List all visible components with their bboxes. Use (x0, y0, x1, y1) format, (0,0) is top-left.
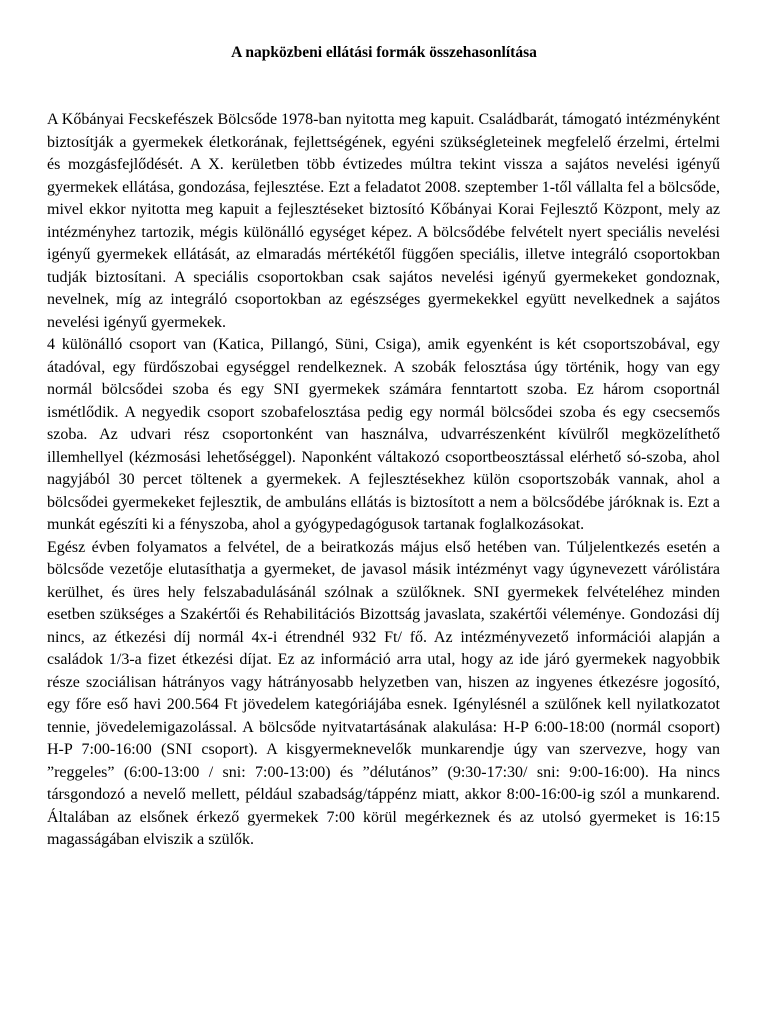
document-title: A napközbeni ellátási formák összehasonlítása (231, 44, 537, 61)
paragraph-intro: A Kőbányai Fecskefészek Bölcsőde 1978-ban nyitotta meg kapuit. Családbarát, támogató intézményként biztosítják a gyermekek életkorának, fejlettségének, egyéni szükségleteinek megfelelő érzelmi, értelmi és mozgásfejlődését. A X. kerületben több évtizedes múltra tekint vissza a sajátos nevelési igényű gyermekek ellátása, gondozása, fejlesztése. Ezt a feladatot 2008. szeptember 1-től vállalta fel a bölcsőde, mivel ekkor nyitotta meg kapuit a fejlesztéseket biztosító Kőbányai Korai Fejlesztő Központ, mely az intézményhez tartozik, mégis különálló egységet képez. A bölcsődébe felvételt nyert speciális nevelési igényű gyermekek ellátását, az elmaradás mértékétől függően speciális, illetve integráló csoportokban tudják biztosítani. A speciális csoportokban csak sajátos nevelési igényű gyermekeket gondoznak, nevelnek, míg az integráló csoportokban az egészséges gyermekekkel együtt nevelkednek a sajátos nevelési igényű gyermekek. (47, 111, 720, 331)
paragraph-admission: Egész évben folyamatos a felvétel, de a beiratkozás május első hetében van. Túljelentkezés esetén a bölcsőde vezetője elutasíthatja a gyermeket, de javasol másik intézményt vagy úgynevezett várólistára kerülhet, és üres hely felszabadulásánál szólnak a szülőknek. SNI gyermekek felvételéhez minden esetben szükséges a Szakértői és Rehabilitációs Bizottság javaslata, szakértői véleménye. Gondozási díj nincs, az étkezési díj normál 4x-i étrendnél 932 Ft/ fő. Az intézményvezető információi alapján a családok 1/3-a fizet étkezési díjat. Ez az információ arra utal, hogy az ide járó gyermekek nagyobbik része szociálisan hátrányos vagy hátrányosabb helyzetben van, hiszen az ingyenes étkezésre jogosító, egy főre eső havi 200.564 Ft jövedelem kategóriájába esnek. Igénylésnél a szülőnek kell nyilatkozatot tennie, jövedelemigazolással. A bölcsőde nyitvatartásának alakulása: H-P 6:00-18:00 (normál csoport) H-P 7:00-16:00 (SNI csoport). A kisgyermeknevelők munkarendje úgy van szervezve, hogy van ”reggeles” (6:00-13:00 / sni: 7:00-13:00) és ”délutános” (9:30-17:30/ sni: 9:00-16:00). Ha nincs társgondozó a nevelő mellett, például szabadság/táppénz miatt, akkor 8:00-16:00-ig szól a munkarend. Általában az elsőnek érkező gyermekek 7:00 körül megérkeznek és az utolsó gyermeket is 16:15 magasságában elviszik a szülők. (47, 538, 720, 848)
paragraph-groups: 4 különálló csoport van (Katica, Pillangó, Süni, Csiga), amik egyenként is két csoportszobával, egy átadóval, egy fürdőszobai egységgel rendelkeznek. A szobák felosztása úgy történik, hogy van egy normál bölcsődei szoba és egy SNI gyermekek számára fenntartott szoba. Ez három csoportnál ismétlődik. A negyedik csoport szobafelosztása pedig egy normál bölcsődei szoba és egy csecsemős szoba. Az udvari rész csoportonként van használva, udvarrészenként kívülről megközelíthető illemhellyel (kézmosási lehetőséggel). Naponként váltakozó csoportbeosztással elérhető só-szoba, ahol nagyjából 30 percet töltenek a gyermekek. A fejlesztésekhez külön csoportszobák vannak, ahol a bölcsődei gyermekeket fejlesztik, de ambuláns ellátás is biztosított a nem a bölcsődébe járóknak is. Ezt a munkát egészíti ki a fényszoba, ahol a gyógypedagógusok tartanak foglalkozásokat. (47, 336, 720, 533)
document-body (47, 109, 720, 852)
